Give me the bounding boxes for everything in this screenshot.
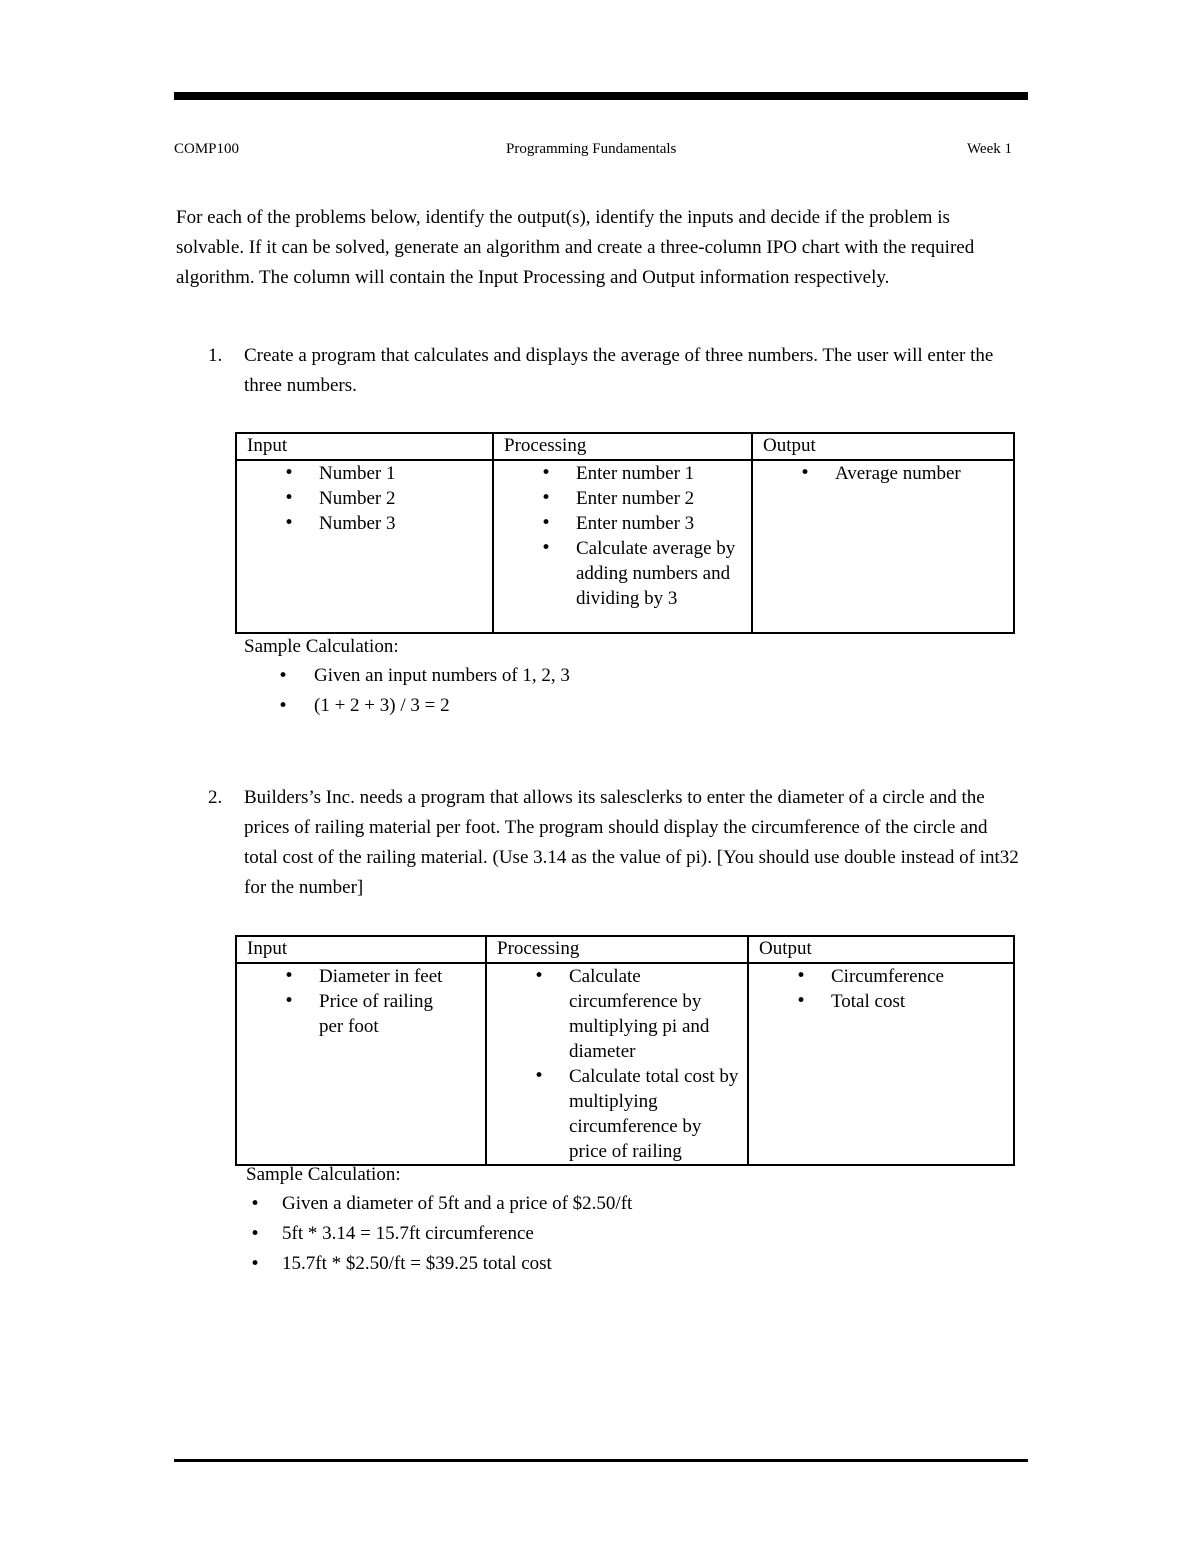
bottom-rule (174, 1459, 1028, 1462)
problem-number: 2. (208, 787, 223, 808)
list-item: • Number 2 (247, 486, 492, 511)
problem-text: Builders’s Inc. needs a program that allows its salesclerks to enter the diameter of a circle and the prices of railing material per foot. The program should display the circumference of the circle and total cost of the railing material. (Use 3.14 as the value of pi). [You should use double instead of int32 for the number] (244, 787, 1019, 898)
input-cell (236, 963, 486, 1165)
week-label: Week 1 (966, 141, 1012, 157)
problem-number: 1. (208, 345, 223, 366)
list-item: • Total cost (759, 989, 1013, 1014)
processing-cell (486, 963, 748, 1165)
col-header-output: Output (748, 936, 1014, 963)
sample-calculation-2 (246, 1161, 632, 1279)
output-cell (752, 460, 1014, 633)
list-item: • Calculate circumference by multiplying pi and diameter (497, 964, 743, 1064)
course-code: COMP100 (174, 141, 240, 157)
col-header-input: Input (236, 936, 486, 963)
sample-label: Sample Calculation: (246, 1164, 401, 1185)
ipo-chart-2 (235, 935, 1015, 1166)
input-cell (236, 460, 493, 633)
list-item: • Diameter in feet (247, 964, 455, 989)
table-body-row (236, 460, 1014, 633)
list-item: • Given an input numbers of 1, 2, 3 (244, 661, 570, 691)
list-item: • Calculate average by adding numbers and dividing by 3 (504, 536, 743, 611)
problem-text: Create a program that calculates and displays the average of three numbers. The user will enter the three numbers. (244, 345, 994, 396)
list-item: • 5ft * 3.14 = 15.7ft circumference (246, 1219, 632, 1249)
processing-cell (493, 460, 752, 633)
list-item: • Circumference (759, 964, 1013, 989)
problem-2 (176, 783, 1021, 903)
list-item: • Price of railing per foot (247, 989, 455, 1039)
sample-label: Sample Calculation: (244, 636, 399, 657)
course-name: Programming Fundamentals (506, 141, 677, 157)
col-header-output: Output (752, 433, 1014, 460)
list-item: • Calculate total cost by multiplying circumference by price of railing (497, 1064, 743, 1164)
list-item: • Given a diameter of 5ft and a price of $2.50/ft (246, 1189, 632, 1219)
col-header-processing: Processing (493, 433, 752, 460)
col-header-input: Input (236, 433, 493, 460)
list-item: • Enter number 2 (504, 486, 743, 511)
top-rule (174, 92, 1028, 100)
list-item: • Average number (763, 461, 1013, 486)
sample-calculation-1 (244, 633, 570, 721)
list-item: • Number 3 (247, 511, 492, 536)
list-item: • Enter number 1 (504, 461, 743, 486)
table-body-row (236, 963, 1014, 1165)
list-item: • 15.7ft * $2.50/ft = $39.25 total cost (246, 1249, 632, 1279)
instructions: For each of the problems below, identify the output(s), identify the inputs and decide if the problem is solvable. If it can be solved, generate an algorithm and create a three-column IPO chart with the required algorithm. The column will contain the Input Processing and Output information respectively. (176, 207, 975, 288)
table-header-row (236, 433, 1014, 460)
output-cell (748, 963, 1014, 1165)
list-item: • Enter number 3 (504, 511, 743, 536)
ipo-chart-1 (235, 432, 1015, 634)
table-header-row (236, 936, 1014, 963)
problem-1 (176, 341, 1021, 401)
list-item: • Number 1 (247, 461, 492, 486)
col-header-processing: Processing (486, 936, 748, 963)
list-item: • (1 + 2 + 3) / 3 = 2 (244, 691, 570, 721)
